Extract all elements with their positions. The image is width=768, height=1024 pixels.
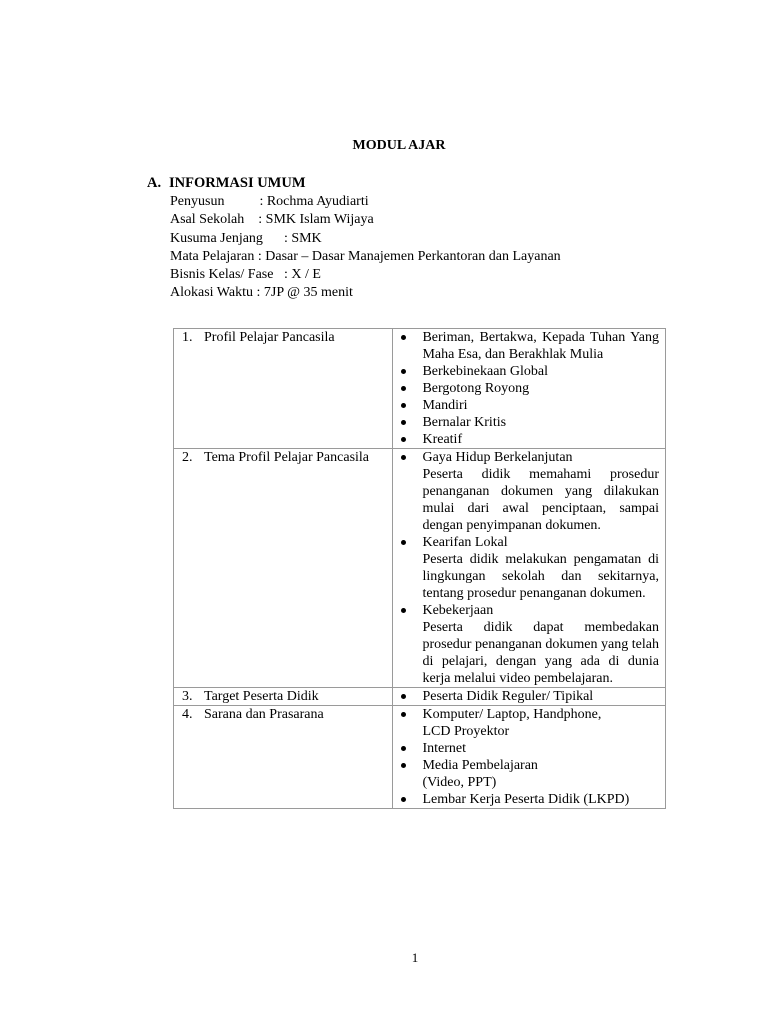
bullet-icon (401, 540, 406, 545)
list-item (393, 602, 665, 687)
table-content-cell (393, 449, 666, 688)
info-row-penyusun (170, 193, 561, 211)
info-label: Bisnis Kelas/ Fase (170, 267, 284, 283)
list-item-text: Beriman, Bertakwa, Kepada Tuhan Yang Maha Esa, dan Berakhlak Mulia (422, 330, 659, 362)
list-item-text: Berkebinekaan Global (422, 364, 549, 379)
list-item-text: Media Pembelajaran (422, 758, 538, 773)
bullet-icon (401, 403, 406, 408)
row-number: 3. (182, 689, 193, 704)
bullet-icon (401, 386, 406, 391)
row-label: Target Peserta Didik (204, 689, 319, 704)
bullet-icon (401, 694, 406, 699)
info-label: Alokasi Waktu (170, 285, 257, 301)
table-content-cell (393, 706, 666, 809)
row-number: 1. (182, 330, 193, 345)
list-item-text: Komputer/ Laptop, Handphone, (422, 707, 602, 722)
general-info-block (170, 193, 561, 303)
info-value: : Dasar – Dasar Manajemen Perkantoran dan Layanan (257, 248, 561, 264)
table-content-cell (393, 329, 666, 449)
info-value: : SMK Islam Wijaya (258, 212, 374, 228)
info-value: : 7JP @ 35 menit (256, 285, 353, 301)
list-item (393, 534, 665, 602)
list-item (393, 791, 665, 808)
list-item-text: Kearifan Lokal (422, 535, 508, 550)
list-item-text: Peserta Didik Reguler/ Tipikal (422, 689, 594, 704)
row-number: 2. (182, 450, 193, 465)
info-row-kelas-fase (170, 266, 561, 284)
bullet-icon (401, 797, 406, 802)
list-item-description: Peserta didik melakukan pengamatan di lingkungan sekolah dan sekitarnya, tentang prosedur penanganan dokumen. (422, 552, 659, 601)
bullet-icon (401, 437, 406, 442)
list-item-text: Kebekerjaan (422, 603, 494, 618)
list-item-text: Lembar Kerja Peserta Didik (LKPD) (422, 792, 630, 807)
list-item-text: Bernalar Kritis (422, 415, 507, 430)
list-item-text: Gaya Hidup Berkelanjutan (422, 450, 573, 465)
section-letter: A. (147, 175, 162, 191)
list-item (393, 363, 665, 380)
info-row-mata-pelajaran (170, 248, 561, 266)
info-row-asal-sekolah (170, 211, 561, 229)
info-label: Mata Pelajaran (170, 248, 258, 264)
bullet-list (393, 688, 665, 705)
list-item-description: Peserta didik dapat membedakan prosedur penanganan dokumen yang telah di pelajari, dengan yang ada di dunia kerja melalui video pembelajaran. (422, 620, 659, 686)
bullet-list (393, 706, 665, 808)
list-item (393, 706, 665, 740)
list-item-subtext: (Video, PPT) (422, 775, 497, 790)
bullet-icon (401, 455, 406, 460)
info-value: : Rochma Ayudiarti (259, 194, 369, 209)
table-label-cell (174, 329, 393, 449)
table-content-cell (393, 688, 666, 706)
table-row (174, 688, 666, 706)
bullet-icon (401, 369, 406, 374)
list-item (393, 431, 665, 448)
info-table (173, 328, 666, 809)
bullet-icon (401, 335, 406, 340)
info-value: : X / E (283, 267, 321, 283)
bullet-list (393, 329, 665, 448)
table-row (174, 449, 666, 688)
table-row (174, 329, 666, 449)
list-item-text: Kreatif (422, 432, 463, 447)
bullet-list (393, 449, 665, 687)
list-item (393, 449, 665, 534)
info-label: Penyusun (170, 194, 260, 209)
list-item-subtext: LCD Proyektor (422, 724, 510, 739)
list-item (393, 380, 665, 397)
bullet-icon (401, 608, 406, 613)
bullet-icon (401, 712, 406, 717)
list-item (393, 414, 665, 431)
info-label: Asal Sekolah (170, 212, 259, 228)
list-item-text: Bergotong Royong (422, 381, 530, 396)
bullet-icon (401, 420, 406, 425)
row-label: Tema Profil Pelajar Pancasila (204, 450, 370, 465)
row-number: 4. (182, 707, 193, 722)
info-value: : SMK (283, 230, 322, 246)
list-item-description: Peserta didik memahami prosedur penanganan dokumen yang dilakukan mulai dari awal penciptaan, sampai dengan penyimpanan dokumen. (422, 467, 659, 533)
page-number: 1 (411, 950, 419, 965)
document-title: MODUL AJAR (352, 138, 446, 153)
table-row (174, 706, 666, 809)
info-row-jenjang (170, 230, 561, 248)
section-title: INFORMASI UMUM (169, 175, 306, 191)
list-item-text: Mandiri (422, 398, 468, 413)
list-item (393, 757, 665, 791)
bullet-icon (401, 763, 406, 768)
table-label-cell (174, 688, 393, 706)
bullet-icon (401, 746, 406, 751)
info-label: Kusuma Jenjang (170, 230, 284, 246)
list-item (393, 397, 665, 414)
table-label-cell (174, 449, 393, 688)
info-row-alokasi-waktu (170, 284, 561, 302)
list-item (393, 688, 665, 705)
row-label: Profil Pelajar Pancasila (204, 330, 335, 345)
list-item (393, 329, 665, 363)
list-item (393, 740, 665, 757)
list-item-text: Internet (422, 741, 466, 756)
row-label: Sarana dan Prasarana (204, 707, 324, 722)
table-label-cell (174, 706, 393, 809)
section-heading (147, 175, 306, 192)
